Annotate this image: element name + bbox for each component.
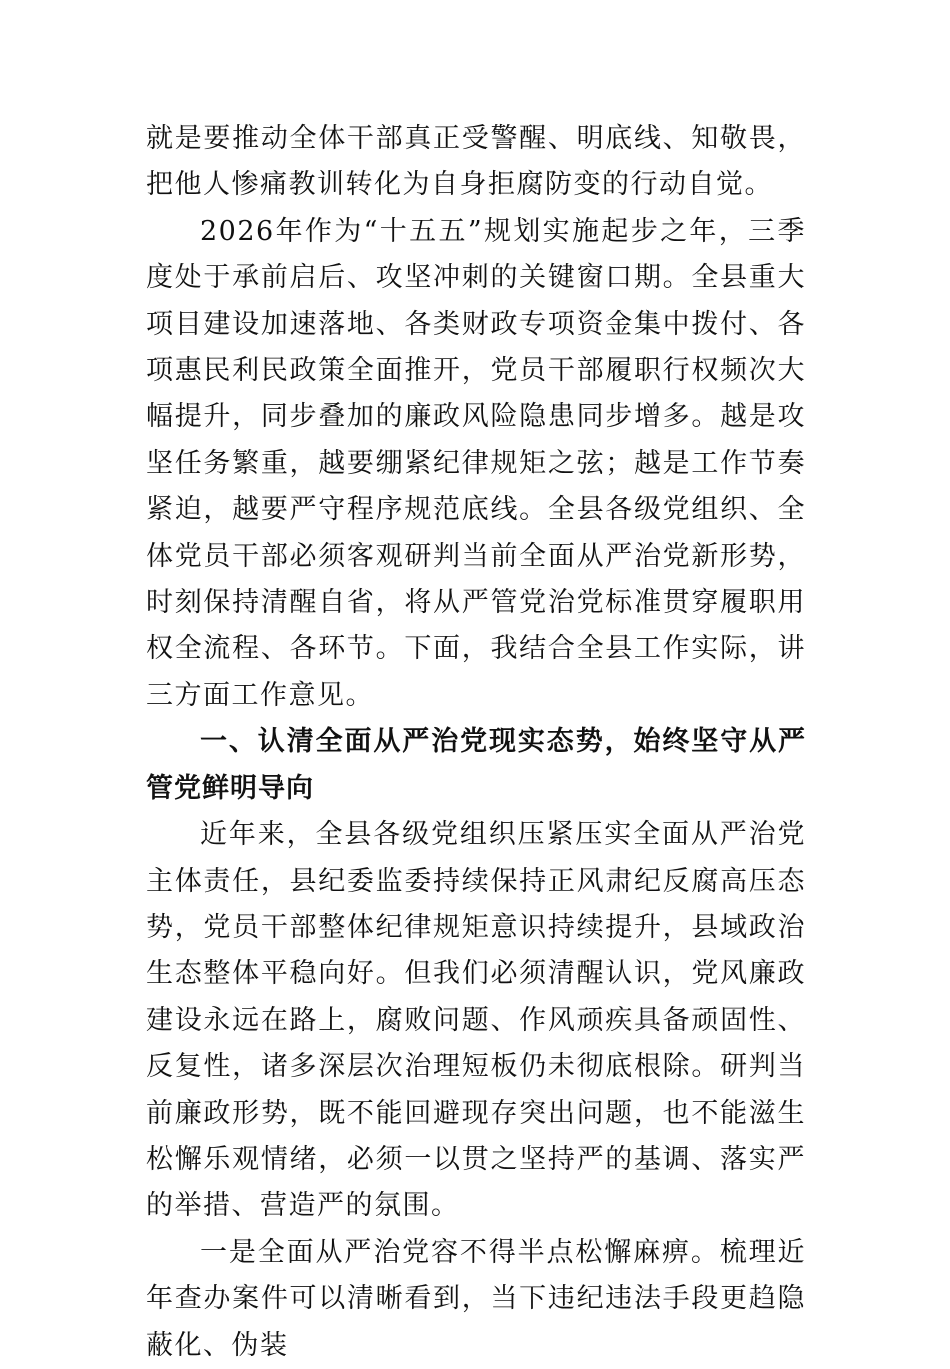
paragraph-point-one: 一是全面从严治党容不得半点松懈麻痹。梳理近年查办案件可以清晰看到，当下违纪违法手段更趋隐蔽化、伪装 — [146, 1236, 806, 1361]
paragraph-situation: 近年来，全县各级党组织压紧压实全面从严治党主体责任，县纪委监委持续保持正风肃纪反腐高压态势，党员干部整体纪律规矩意识持续提升，县域政治生态整体平稳向好。但我们必须清醒认识，党风廉政建设永远在路上，腐败问题、作风顽疾具备顽固性、反复性，诸多深层次治理短板仍未彻底根除。研判当前廉政形势，既不能回避现存突出问题，也不能滋生松懈乐观情绪，必须一以贯之坚持严的基调、落实严的举措、营造严的氛围。 — [146, 819, 806, 1222]
section-heading: 一、认清全面从严治党现实态势，始终坚守从严管党鲜明导向 — [146, 726, 806, 804]
paragraph-continuation: 就是要推动全体干部真正受警醒、明底线、知敬畏，把他人惨痛教训转化为自身拒腐防变的行动自觉。 — [146, 123, 806, 201]
paragraph-context: 2026年作为“十五五”规划实施起步之年，三季度处于承前启后、攻坚冲刺的关键窗口期。全县重大项目建设加速落地、各类财政专项资金集中拨付、各项惠民利民政策全面推开，党员干部履职行权频次大幅提升，同步叠加的廉政风险隐患同步增多。越是攻坚任务繁重，越要绷紧纪律规矩之弦；越是工作节奏紧迫，越要严守程序规范底线。全县各级党组织、全体党员干部必须客观研判当前全面从严治党新形势，时刻保持清醒自省，将从严管党治党标准贯穿履职用权全流程、各环节。下面，我结合全县工作实际，讲三方面工作意见。 — [146, 215, 806, 711]
document-body — [146, 116, 806, 1369]
